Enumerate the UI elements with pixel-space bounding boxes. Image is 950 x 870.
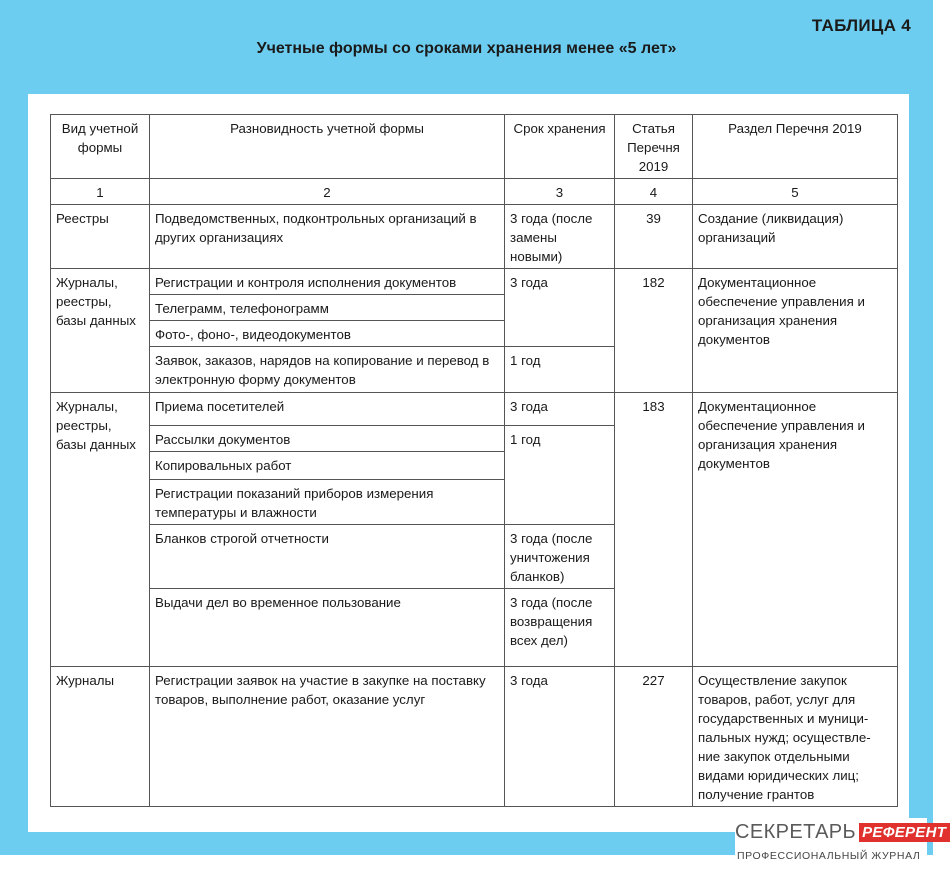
column-number-row bbox=[51, 179, 898, 205]
table-row bbox=[51, 269, 898, 295]
form-variety-cell: Фото-, фоно-, видеодокументов bbox=[150, 321, 505, 347]
section-cell: Документационное обеспечение управления и организация хранения документов bbox=[693, 393, 898, 667]
retention-table bbox=[50, 114, 898, 807]
retention-term-cell: 3 года (после уничтожения бланков) bbox=[505, 525, 615, 589]
logo-subtitle: ПРОФЕССИОНАЛЬНЫЙ ЖУРНАЛ bbox=[737, 850, 921, 862]
retention-term-cell: 3 года (после замены новыми) bbox=[505, 205, 615, 269]
table-row bbox=[51, 393, 898, 426]
form-variety-cell: Рассылки документов bbox=[150, 426, 505, 452]
form-type-cell: Реестры bbox=[51, 205, 150, 269]
form-type-cell: Журналы bbox=[51, 667, 150, 807]
magazine-logo bbox=[735, 818, 947, 868]
column-number: 4 bbox=[615, 179, 693, 205]
form-variety-cell: Телеграмм, телефонограмм bbox=[150, 295, 505, 321]
form-variety-cell: Регистрации показаний приборов измерения температуры и влажности bbox=[150, 480, 505, 525]
form-variety-cell: Регистрации и контроля исполнения документов bbox=[150, 269, 505, 295]
retention-term-cell: 3 года bbox=[505, 393, 615, 426]
article-cell: 227 bbox=[615, 667, 693, 807]
table-header-row bbox=[51, 115, 898, 179]
column-header: Статья Перечня 2019 bbox=[615, 115, 693, 179]
form-type-cell: Журналы, реестры, базы данных bbox=[51, 393, 150, 667]
retention-term-cell: 3 года bbox=[505, 269, 615, 347]
retention-term-cell: 1 год bbox=[505, 347, 615, 393]
logo-wordmark bbox=[735, 821, 947, 844]
column-header: Раздел Перечня 2019 bbox=[693, 115, 898, 179]
column-number: 5 bbox=[693, 179, 898, 205]
section-cell: Документационное обеспечение управления и организация хранения документов bbox=[693, 269, 898, 393]
column-header: Срок хранения bbox=[505, 115, 615, 179]
article-cell: 183 bbox=[615, 393, 693, 667]
form-type-cell: Журналы, реестры, базы данных bbox=[51, 269, 150, 393]
retention-term-cell: 3 года (после возвращения всех дел) bbox=[505, 589, 615, 667]
retention-term-cell: 1 год bbox=[505, 426, 615, 525]
section-cell: Осуществление закупок товаров, работ, услуг для государственных и муници-пальных нужд; осуществле-ние закупок отдельными видами юридических лиц; получение грантов bbox=[693, 667, 898, 807]
form-variety-cell: Подведомственных, подконтрольных организаций в других организациях bbox=[150, 205, 505, 269]
table-number-label: ТАБЛИЦА 4 bbox=[811, 16, 911, 35]
form-variety-cell: Бланков строгой отчетности bbox=[150, 525, 505, 589]
logo-name: СЕКРЕТАРЬ bbox=[735, 821, 857, 843]
form-variety-cell: Выдачи дел во временное пользование bbox=[150, 589, 505, 667]
table-row bbox=[51, 667, 898, 807]
form-variety-cell: Копировальных работ bbox=[150, 452, 505, 480]
form-variety-cell: Приема посетителей bbox=[150, 393, 505, 426]
form-variety-cell: Заявок, заказов, нарядов на копирование и перевод в электронную форму документов bbox=[150, 347, 505, 393]
column-header: Разновидность учетной формы bbox=[150, 115, 505, 179]
article-cell: 39 bbox=[615, 205, 693, 269]
article-cell: 182 bbox=[615, 269, 693, 393]
retention-term-cell: 3 года bbox=[505, 667, 615, 807]
logo-accent: РЕФЕРЕНТ bbox=[859, 823, 950, 842]
section-cell: Создание (ликвидация) организаций bbox=[693, 205, 898, 269]
table-sheet bbox=[28, 94, 909, 832]
form-variety-cell: Регистрации заявок на участие в закупке на поставку товаров, выполнение работ, оказание услуг bbox=[150, 667, 505, 807]
column-number: 3 bbox=[505, 179, 615, 205]
table-row bbox=[51, 205, 898, 269]
table-title: Учетные формы со сроками хранения менее «5 лет» bbox=[256, 40, 677, 57]
column-header: Вид учетной формы bbox=[51, 115, 150, 179]
column-number: 1 bbox=[51, 179, 150, 205]
column-number: 2 bbox=[150, 179, 505, 205]
